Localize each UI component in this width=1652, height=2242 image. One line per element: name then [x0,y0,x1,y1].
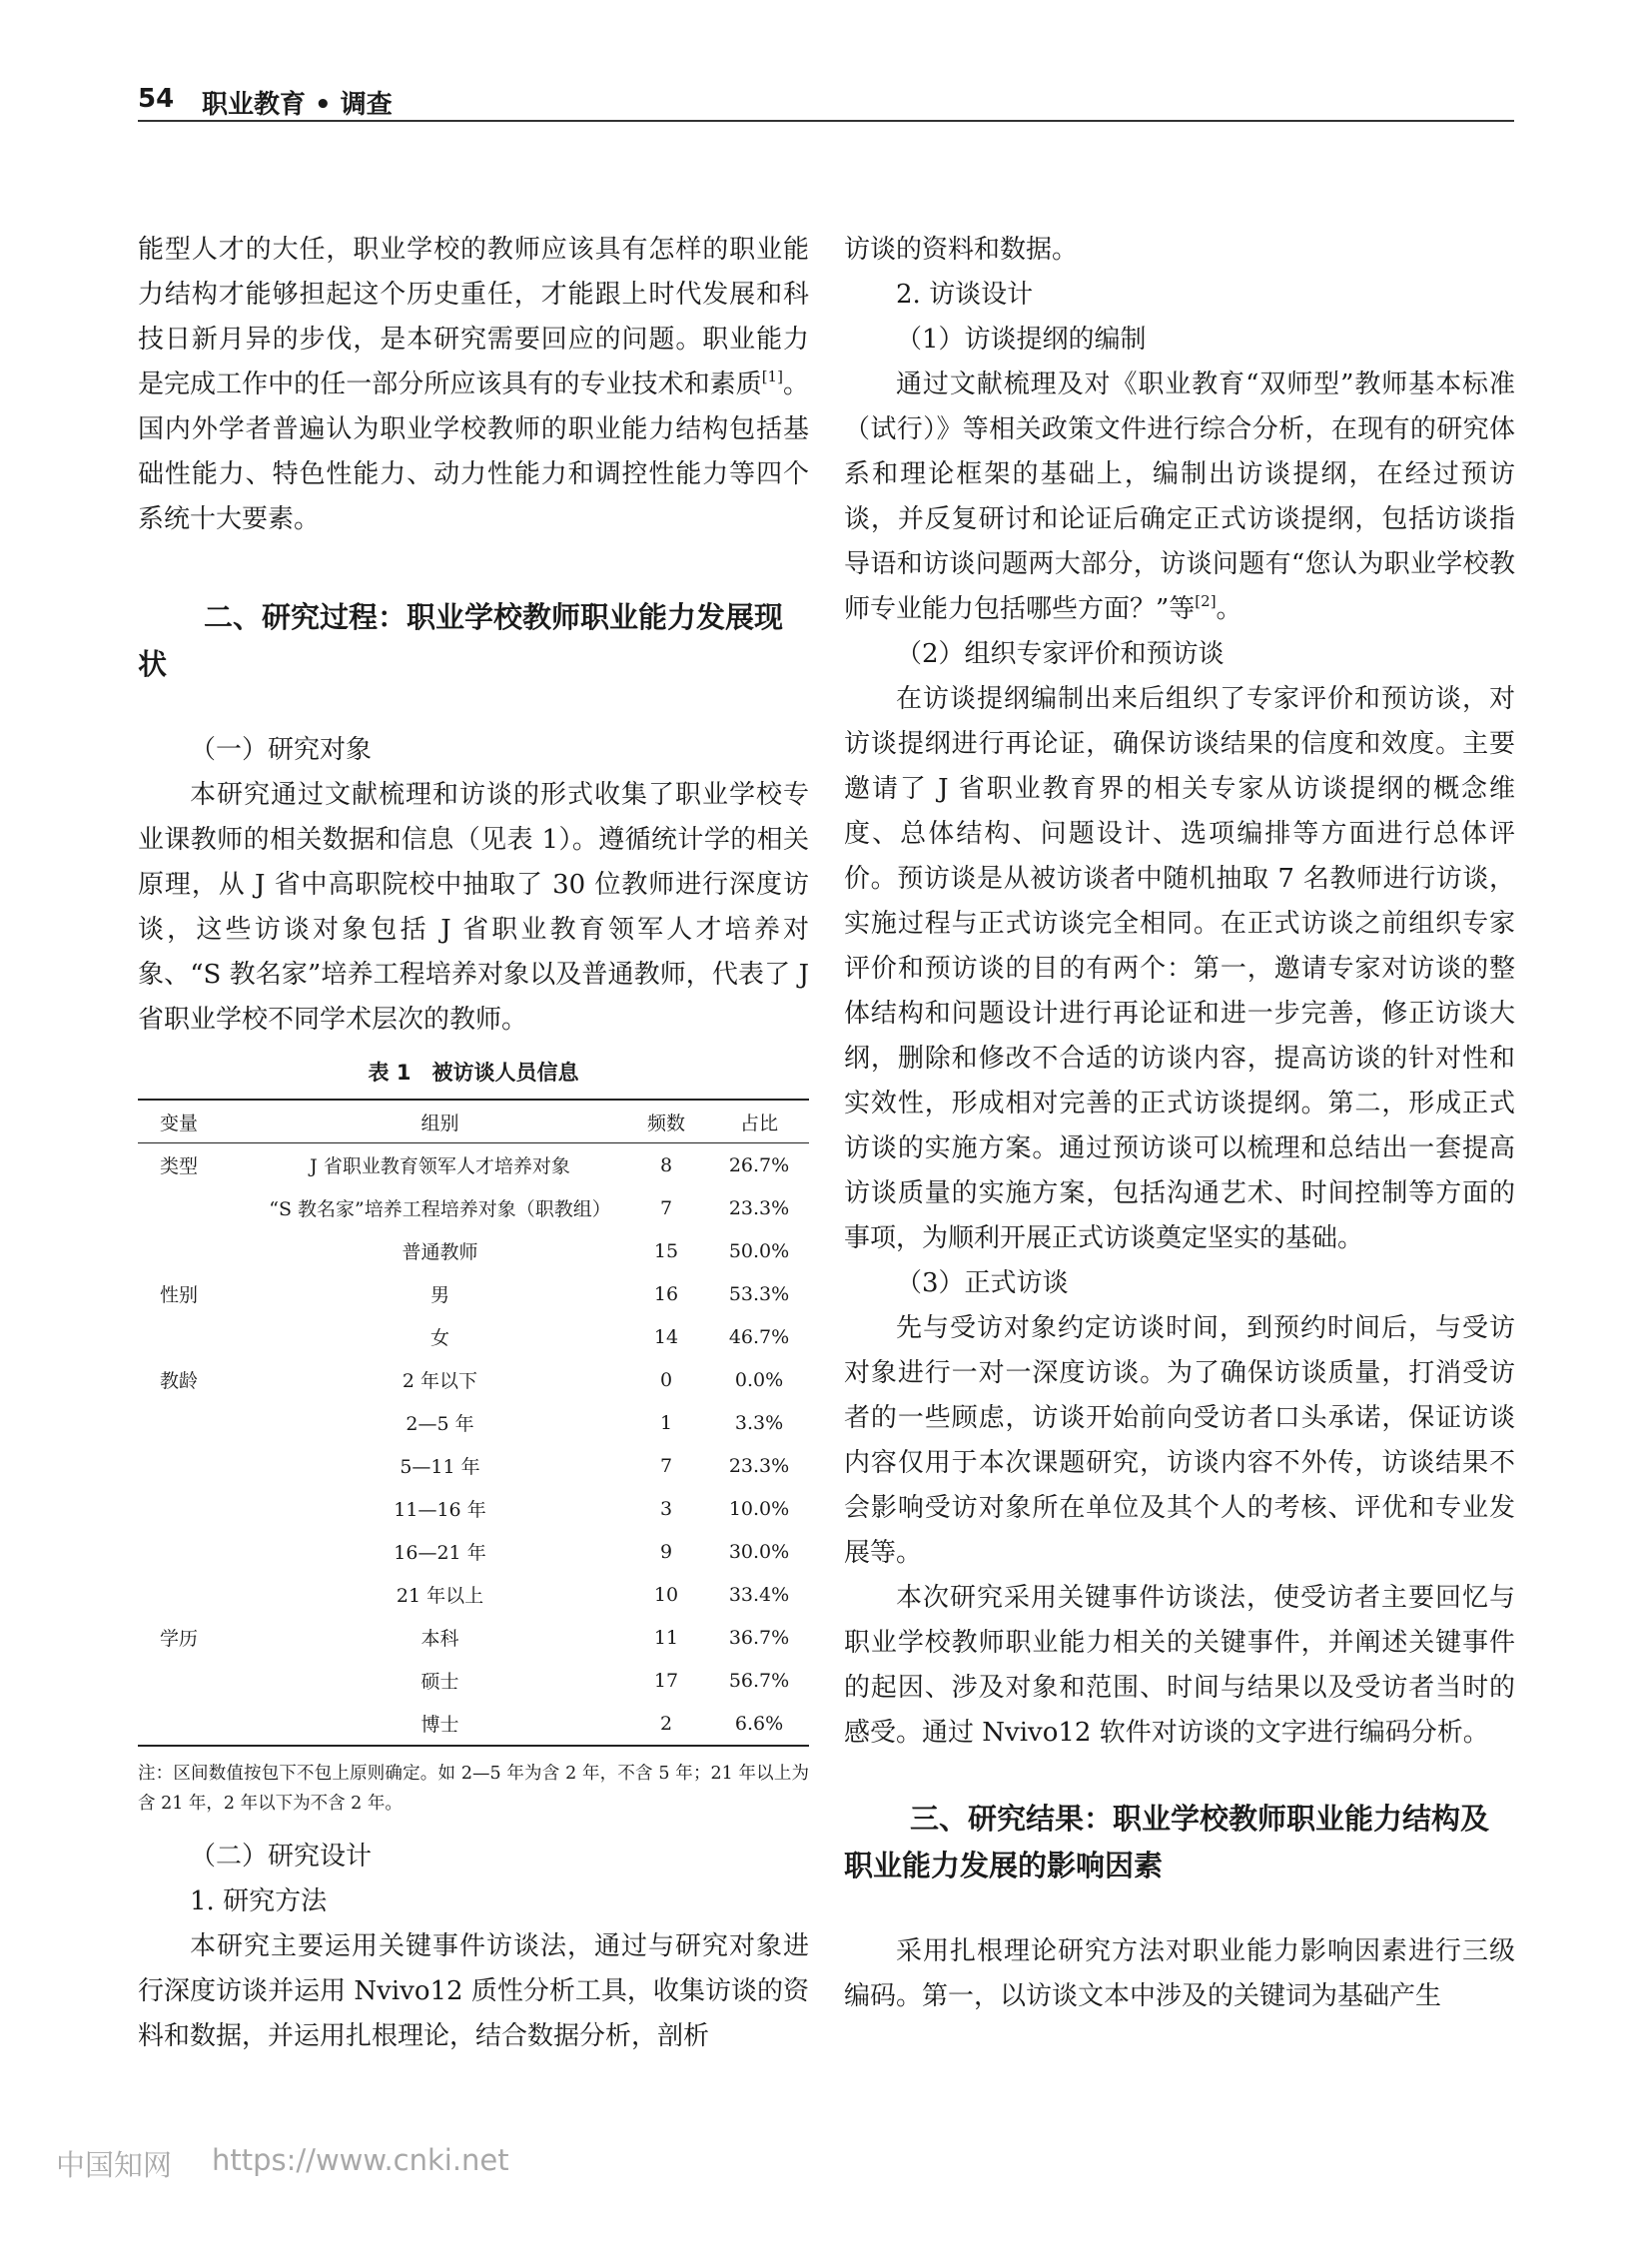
table-cell: 50.0% [728,1239,790,1262]
table-cell: 16 [653,1282,679,1305]
table-row [138,1401,809,1444]
table-row [138,1487,809,1530]
table-cell: 15 [653,1239,679,1262]
subsection-heading: （一）研究对象 [190,735,373,765]
table-cell: 11—16 年 [394,1499,486,1521]
table-cell: 0 [659,1368,673,1391]
paragraph: 在访谈提纲编制出来后组织了专家评价和预访谈，对访谈提纲进行再论证，确保访谈结果的信度和效度。主要邀请了 J 省职业教育界的相关专家从访谈提纲的概念维度、总体结构、问题设计、选项编排等方面进行总体评价。预访谈是从被访谈者中随机抽取 7 名教师进行访谈，实施过程与正式访谈完全相同。在正式访谈之前组织专家评价和预访谈的目的有两个：第一，邀请专家对访谈的整体结构和问题设计进行再论证和进一步完善，修正访谈大纲，删除和修改不合适的访谈内容，提高访谈的针对性和实效性，形成相对完善的正式访谈提纲。第二，形成正式访谈的实施方案。通过预访谈可以梳理和总结出一套提高访谈质量的实施方案，包括沟通艺术、时间控制等方面的事项，为顺利开展正式访谈奠定坚实的基础。 [844,684,1515,1253]
cnki-logo: 中国知网 [56,2148,173,2182]
table-cell: 16—21 年 [394,1542,486,1564]
table-cell: 性别 [160,1284,199,1306]
table-cell: 21 年以上 [396,1585,484,1607]
table-cell: 8 [659,1153,673,1176]
table-cell: 6.6% [734,1712,784,1735]
paragraph: 先与受访对象约定访谈时间，到预约时间后，与受访对象进行一对一深度访谈。为了确保访谈质量，打消受访者的一些顾虑，访谈开始前向受访者口头承诺，保证访谈内容仅用于本次课题研究，访谈内容不外传，访谈结果不会影响受访对象所在单位及其个人的考核、评优和专业发展等。 [844,1313,1515,1568]
table-cell [138,1186,257,1229]
table-cell [138,1530,257,1573]
table-cell: 博士 [420,1714,459,1736]
interviewee-info-table [138,1099,809,1747]
table-cell: 男 [429,1284,449,1306]
table-row [138,1186,809,1229]
table-cell: 教龄 [160,1370,199,1392]
section-heading: 三、研究结果：职业学校教师职业能力结构及职业能力发展的影响因素 [844,1802,1490,1882]
table-caption: 表 1 被访谈人员信息 [368,1061,579,1085]
paragraph: 本研究主要运用关键事件访谈法，通过与研究对象进行深度访谈并运用 Nvivo12 质性分析工具，收集访谈的资料和数据，并运用扎根理论，结合数据分析，剖析 [138,1931,809,2051]
table-cell: 17 [653,1669,679,1692]
table-row [138,1143,809,1187]
table-cell: 5—11 年 [400,1456,480,1478]
table-cell [138,1573,257,1616]
table-header-row [138,1100,809,1143]
table-cell: 10.0% [728,1497,790,1520]
table-cell: 3 [659,1497,673,1520]
table-cell: 7 [659,1454,673,1477]
right-column [844,228,1515,2019]
table-cell: 11 [653,1626,679,1649]
table-cell: 9 [659,1540,673,1563]
table-row [138,1229,809,1272]
table-cell [138,1229,257,1272]
table-row [138,1702,809,1746]
table-cell [138,1702,257,1746]
subsection-heading: 2. 访谈设计 [896,280,1034,310]
table-cell: 硕士 [420,1671,459,1693]
journal-section-title: 职业教育 • 调查 [202,90,393,120]
table-cell: 学历 [160,1628,199,1650]
paragraph: 采用扎根理论研究方法对职业能力影响因素进行三级编码。第一，以访谈文本中涉及的关键词为基础产生 [844,1936,1515,2011]
table-cell [138,1444,257,1487]
table-note: 注：区间数值按包下不包上原则确定。如 2—5 年为含 2 年，不含 5 年；21 年以上为含 21 年，2 年以下为不含 2 年。 [138,1764,809,1814]
table-cell: J 省职业教育领军人才培养对象 [310,1155,570,1177]
left-column [138,228,809,2059]
table-cell: 23.3% [728,1454,790,1477]
table-cell: 33.4% [728,1583,790,1606]
paragraph: 本研究通过文献梳理和访谈的形式收集了职业学校专业课教师的相关数据和信息（见表 1）。遵循统计学的相关原理，从 J 省中高职院校中抽取了 30 位教师进行深度访谈，这些访谈对象包括 J 省职业教育领军人才培养对象、“S 教名家”培养工程培养对象以及普通教师，代表了 J 省职业学校不同学术层次的教师。 [138,780,809,1035]
table-cell: 本科 [420,1628,459,1650]
paragraph: 访谈的资料和数据。 [844,235,1079,265]
table-cell: 2 年以下 [402,1370,478,1392]
citation-ref[interactable]: [1] [761,368,783,385]
citation-ref[interactable]: [2] [1195,592,1217,610]
table-header-cell: 频数 [623,1100,709,1143]
table-cell: 普通教师 [402,1241,478,1263]
table-cell: 30.0% [728,1540,790,1563]
table-cell: 46.7% [728,1325,790,1348]
table-cell [138,1401,257,1444]
table-cell: 3.3% [734,1411,784,1434]
table-cell: 7 [659,1196,673,1219]
table-cell: 类型 [160,1155,199,1177]
table-cell: 2—5 年 [406,1413,474,1435]
paragraph: 本次研究采用关键事件访谈法，使受访者主要回忆与职业学校教师职业能力相关的关键事件，并阐述关键事件的起因、涉及对象和范围、时间与结果以及受访者当时的感受。通过 Nvivo12 软件对访谈的文字进行编码分析。 [844,1583,1515,1748]
table-cell: 女 [429,1327,449,1349]
subsection-heading: 1. 研究方法 [190,1886,328,1916]
table-header-cell: 占比 [709,1100,809,1143]
subsection-heading: （二）研究设计 [190,1842,373,1871]
table-header-cell: 组别 [257,1100,623,1143]
table-row [138,1573,809,1616]
table-header-cell: 变量 [138,1100,257,1143]
table-cell: 10 [653,1583,679,1606]
table-cell: 53.3% [728,1282,790,1305]
table-cell [138,1315,257,1358]
table-cell: 56.7% [728,1669,790,1692]
table-row [138,1444,809,1487]
paragraph: 能型人才的大任，职业学校的教师应该具有怎样的职业能力结构才能够担起这个历史重任，才能跟上时代发展和科技日新月异的步伐，是本研究需要回应的问题。职业能力是完成工作中的任一部分所应该具有的专业技术和素质[1]。国内外学者普遍认为职业学校教师的职业能力结构包括基础性能力、特色性能力、动力性能力和调控性能力等四个系统十大要素。 [138,235,809,534]
table-cell [138,1487,257,1530]
table-row [138,1616,809,1659]
table-cell: 36.7% [728,1626,790,1649]
section-heading: 二、研究过程：职业学校教师职业能力发展现状 [138,600,784,681]
table-cell: 26.7% [728,1153,790,1176]
page-number: 54 [138,84,175,114]
table-cell: 0.0% [734,1368,784,1391]
cnki-url-link[interactable]: https://www.cnki.net [212,2143,509,2177]
paragraph: 通过文献梳理及对《职业教育“双师型”教师基本标准（试行）》等相关政策文件进行综合分析，在现有的研究体系和理论框架的基础上，编制出访谈提纲，在经过预访谈，并反复研讨和论证后确定正式访谈提纲，包括访谈指导语和访谈问题两大部分，访谈问题有“您认为职业学校教师专业能力包括哪些方面？”等[2]。 [844,370,1515,624]
table-cell: “S 教名家”培养工程培养对象（职教组） [269,1198,611,1220]
subsection-heading: （3）正式访谈 [896,1268,1069,1298]
page-header [138,80,1514,122]
table-cell: 23.3% [728,1196,790,1219]
table-cell: 1 [659,1411,673,1434]
table-row [138,1272,809,1315]
subsection-heading: （2）组织专家评价和预访谈 [896,639,1225,669]
table-cell: 2 [659,1712,673,1735]
table-cell [138,1659,257,1702]
table-row [138,1358,809,1401]
table-row [138,1530,809,1573]
subsection-heading: （1）访谈提纲的编制 [896,325,1147,355]
table-cell: 14 [653,1325,679,1348]
table-row [138,1315,809,1358]
table-row [138,1659,809,1702]
